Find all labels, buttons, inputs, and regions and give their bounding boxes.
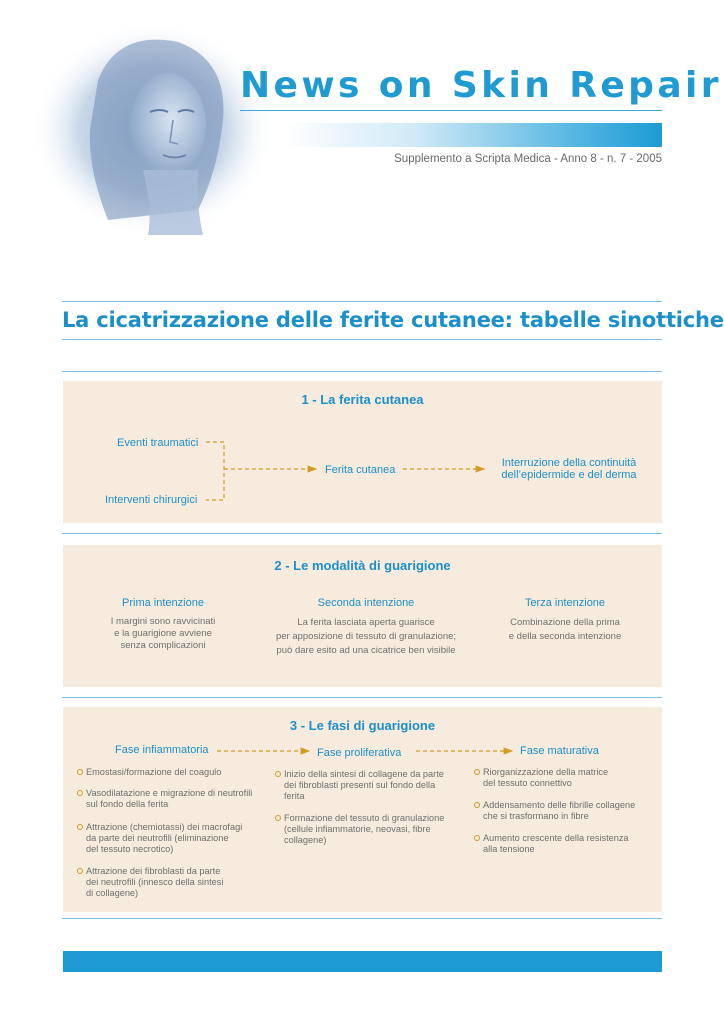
item-line: collagene) xyxy=(284,835,327,845)
column-text-line: e della seconda intenzione xyxy=(508,631,622,642)
item-line: ferita xyxy=(284,791,305,801)
item-line: Aumento crescente della resistenza xyxy=(483,833,629,843)
supplement-line: Supplemento a Scripta Medica - Anno 8 - n. 7 - 2005 xyxy=(394,153,662,165)
item-line: sul fondo della ferita xyxy=(86,799,169,809)
result-line: Interruzione della continuità xyxy=(501,457,637,469)
cause-eventi-traumatici: Eventi traumatici xyxy=(117,437,199,449)
item-line: Attrazione (chemiotassi) dei macrofagi xyxy=(86,822,243,832)
column-text-line: Combinazione della prima xyxy=(510,617,620,628)
item-line: da parte dei neutrofili (eliminazione xyxy=(86,833,229,843)
item-line: che si trasformano in fibre xyxy=(483,811,589,821)
item-line: Vasodilatazione e migrazione di neutrofili xyxy=(86,788,253,798)
section-title: 3 - Le fasi di guarigione xyxy=(289,718,436,733)
item-line: Formazione del tessuto di granulazione xyxy=(284,813,445,823)
column-heading: Terza intenzione xyxy=(524,597,606,609)
phase-infiammatoria-heading: Fase infiammatoria xyxy=(115,744,209,756)
item-line: alla tensione xyxy=(483,844,535,854)
main-title: La cicatrizzazione delle ferite cutanee: tabelle sinottiche xyxy=(62,308,724,332)
connector-line xyxy=(206,442,224,500)
cause-interventi-chirurgici: Interventi chirurgici xyxy=(105,494,198,506)
column-text-line: senza complicazioni xyxy=(120,640,206,651)
column-text-line: può dare esito ad una cicatrice ben visibile xyxy=(276,645,456,656)
section-title: 2 - Le modalità di guarigione xyxy=(274,558,451,573)
newsletter-title: News on Skin Repair xyxy=(240,65,722,106)
column-heading: Seconda intenzione xyxy=(317,597,415,609)
column-heading: Prima intenzione xyxy=(122,597,204,609)
item-line: dei fibroblasti presenti sul fondo della xyxy=(284,780,436,790)
column-text-line: per apposizione di tessuto di granulazione; xyxy=(275,631,457,642)
item-line: Inizio della sintesi di collagene da parte xyxy=(284,769,444,779)
column-text-line: e la guarigione avviene xyxy=(114,628,212,639)
item-line: Addensamento delle fibrille collagene xyxy=(483,800,636,810)
result-line: dell’epidermide e del derma xyxy=(501,469,637,481)
item-line: del tessuto necrotico) xyxy=(86,844,174,854)
column-text-line: La ferita lasciata aperta guarisce xyxy=(297,617,435,628)
phase-proliferativa-heading: Fase proliferativa xyxy=(317,747,402,759)
item-line: del tessuto connettivo xyxy=(483,778,572,788)
section-title: 1 - La ferita cutanea xyxy=(301,392,424,407)
item-line: di collagene) xyxy=(86,888,139,898)
footer-bar xyxy=(63,951,662,972)
item-line: Riorganizzazione della matrice xyxy=(483,767,609,777)
item-line: (cellule infiammatorie, neovasi, fibre xyxy=(284,824,431,834)
phase-maturativa-heading: Fase maturativa xyxy=(520,745,599,757)
item-line: dei neutrofili (innesco della sintesi xyxy=(86,877,224,887)
column-text-line: I margini sono ravvicinati xyxy=(110,616,216,627)
item-line: Emostasi/formazione del coagulo xyxy=(86,767,222,777)
ferita-cutanea-label: Ferita cutanea xyxy=(325,464,396,476)
item-line: Attrazione dei fibroblasti da parte xyxy=(86,866,221,876)
